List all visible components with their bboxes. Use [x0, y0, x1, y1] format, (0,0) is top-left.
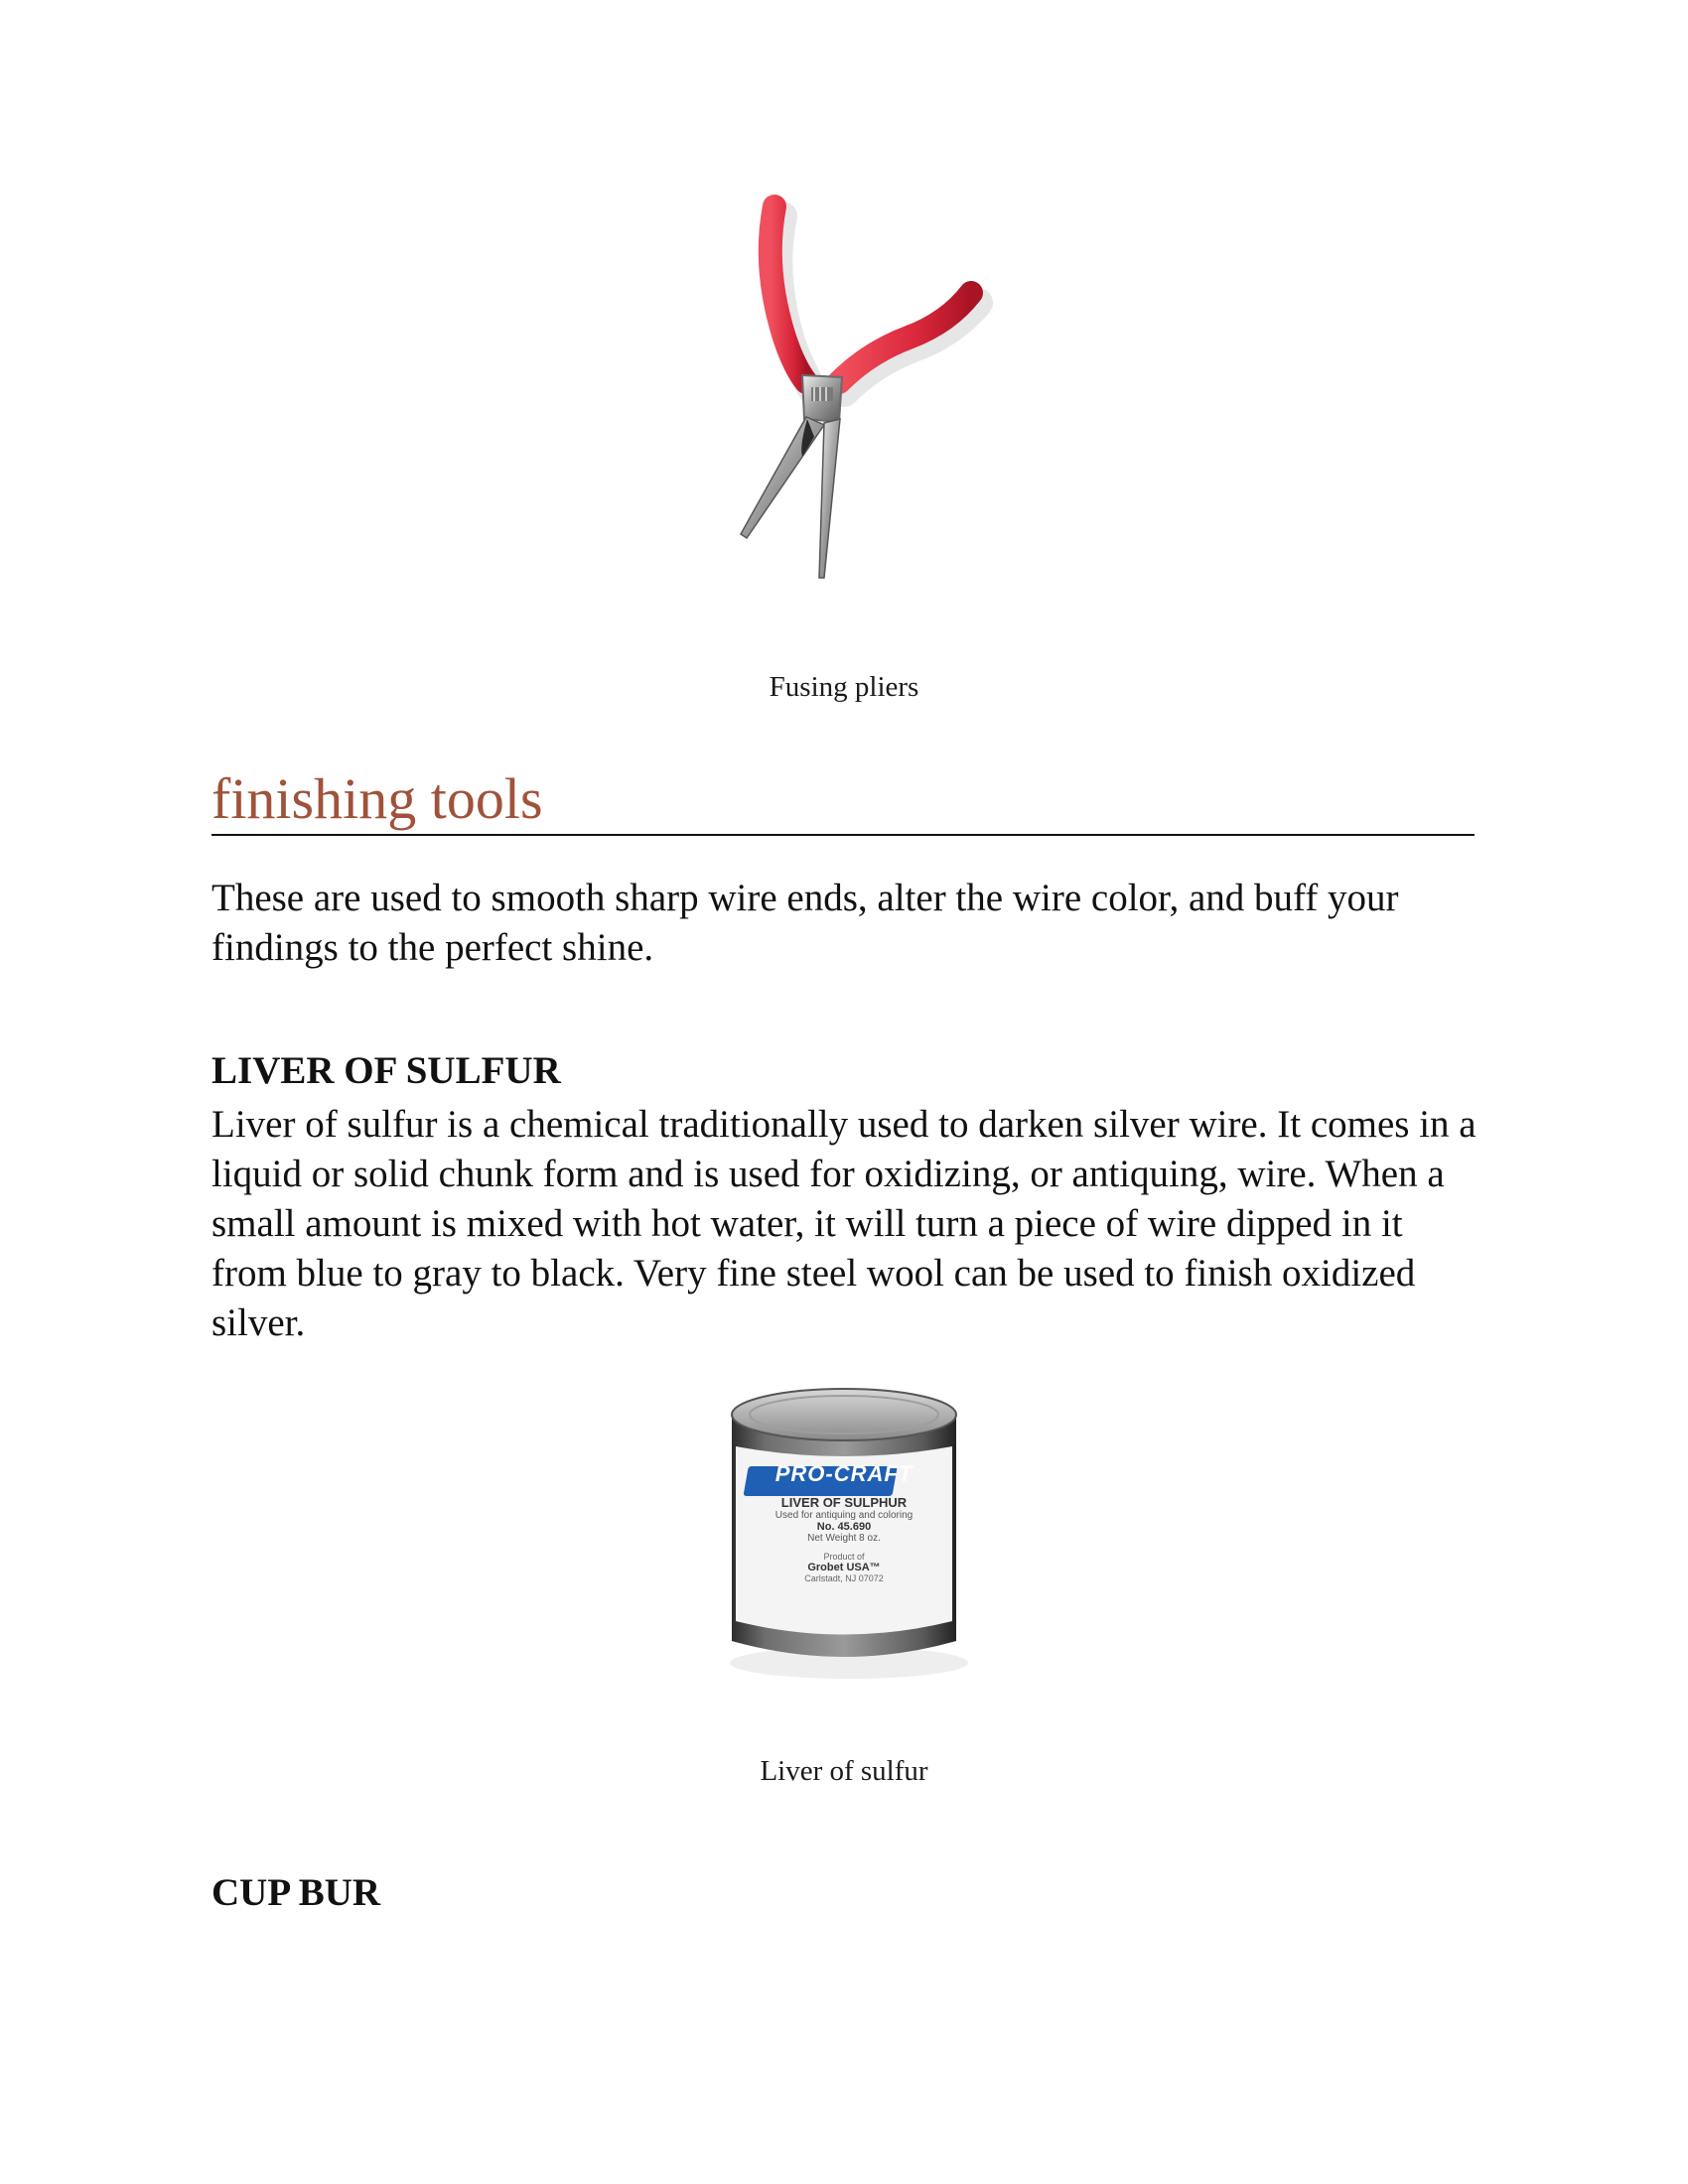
tin-weight: Net Weight 8 oz.: [807, 1533, 881, 1544]
section-intro: These are used to smooth sharp wire ends, alter the wire color, and buff your findings to the perfect shine.: [211, 877, 1399, 969]
section-divider: [211, 834, 1475, 836]
pliers-icon: [675, 189, 1013, 596]
section-title: finishing tools: [211, 766, 543, 831]
tin-label: [710, 1461, 978, 1583]
pliers-figure: [0, 189, 1688, 601]
item-body-liver-of-sulfur: Liver of sulfur is a chemical traditionally used to darken silver wire. It comes in a liquid or solid chunk form and is used for oxidizing, or antiquing, wire. When a small amount is mixed with hot water, it will turn a piece of wire dipped in it from blue to gray to black. Very fine steel wool can be used to finish oxidized silver.: [211, 1103, 1477, 1344]
tin-brand: PRO-CRAFT: [774, 1461, 914, 1486]
item-heading-cup-bur: CUP BUR: [211, 1871, 381, 1914]
tin-location: Carlstadt, NJ 07072: [804, 1573, 884, 1583]
tin-number: No. 45.690: [816, 1521, 872, 1533]
tin-company: Grobet USA™: [807, 1562, 881, 1573]
item-heading-liver-of-sulfur: LIVER OF SULFUR: [211, 1049, 561, 1092]
tin-caption: Liver of sulfur: [760, 1755, 928, 1787]
tin-use: Used for antiquing and coloring: [774, 1510, 914, 1521]
tin-product-of: Product of: [823, 1552, 865, 1562]
tin-product: LIVER OF SULPHUR: [780, 1495, 908, 1510]
pliers-caption: Fusing pliers: [769, 671, 919, 703]
